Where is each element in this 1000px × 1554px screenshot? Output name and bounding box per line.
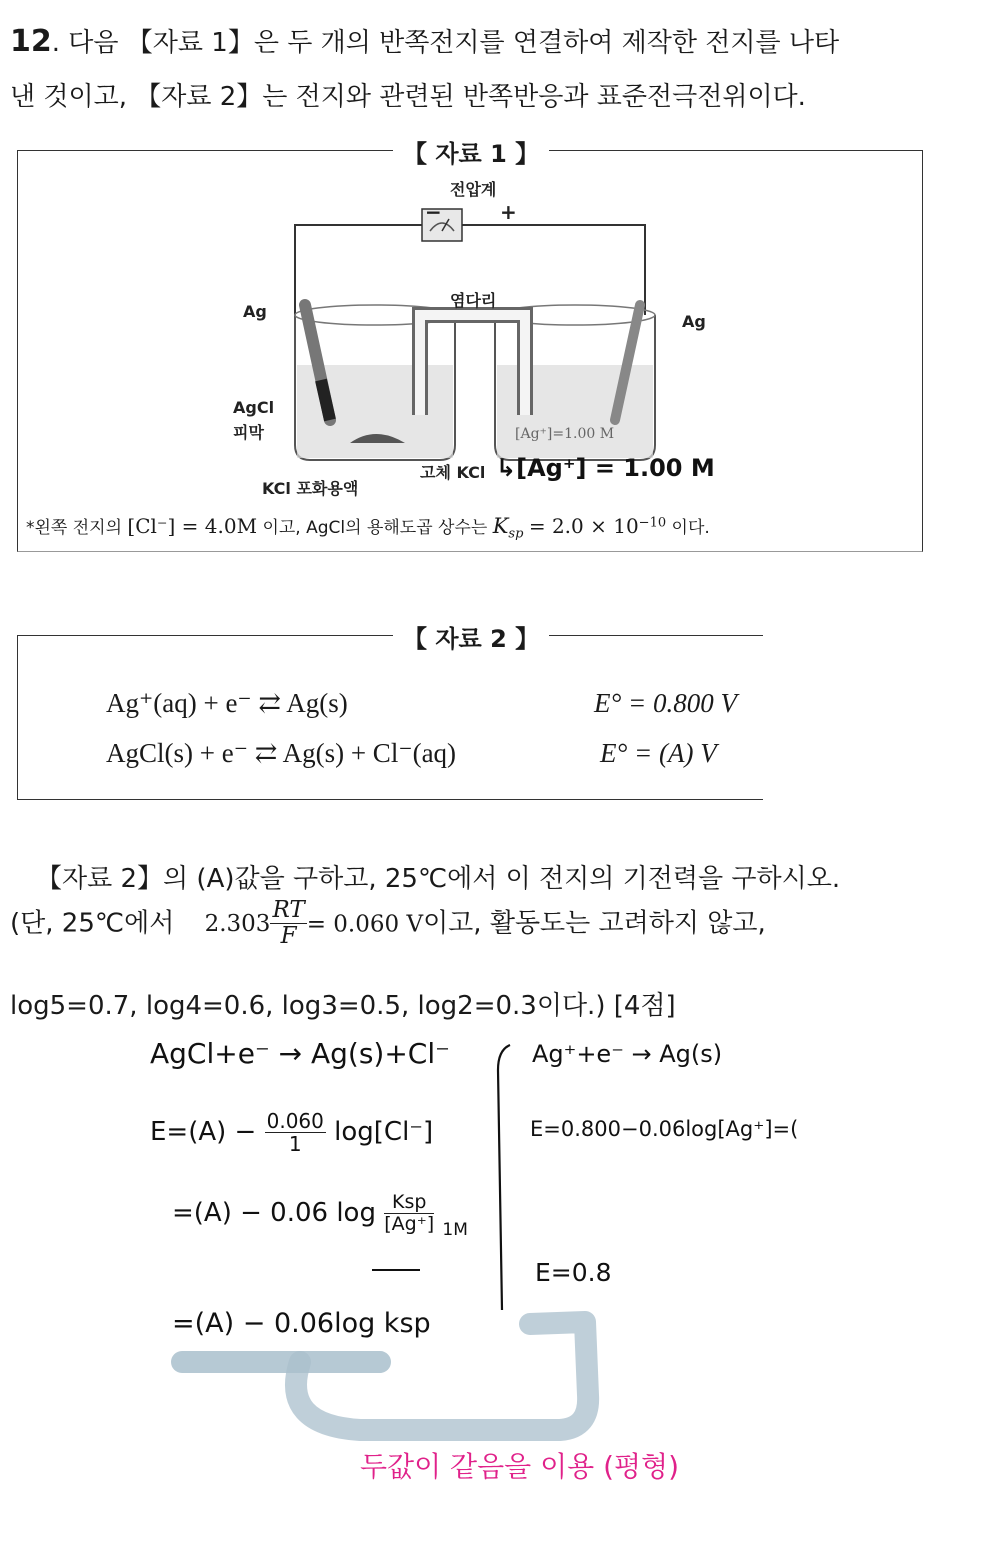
question-intro-2: 낸 것이고, 【자료 2】는 전지와 관련된 반쪽반응과 표준전극전위이다. bbox=[10, 82, 806, 112]
note-pre: *왼쪽 전지의 bbox=[26, 518, 123, 538]
minus-sign: − bbox=[425, 200, 442, 224]
right-electrode-label: Ag bbox=[682, 312, 706, 331]
hw-right-line-2: E=0.800−0.06log[Ag⁺]=( bbox=[530, 1117, 799, 1141]
hw-left-line-1: AgCl+e⁻ → Ag(s)+Cl⁻ bbox=[150, 1037, 450, 1070]
note-ksp-exp: −10 bbox=[638, 515, 667, 531]
hw-left-line-2 bbox=[150, 1110, 433, 1155]
hw-left-line-3 bbox=[172, 1192, 468, 1240]
hw-frac3-den: [Ag⁺] bbox=[384, 1212, 435, 1235]
question-number: 12 bbox=[10, 24, 52, 59]
material2-title: 【 자료 2 】 bbox=[393, 619, 549, 654]
ask-line-1: 【자료 2】의 (A)값을 구하고, 25℃에서 이 전지의 기전력을 구하시오. bbox=[36, 864, 841, 894]
ask-line-2 bbox=[10, 898, 766, 950]
hw-left-line3-note: 1M bbox=[442, 1219, 468, 1240]
reaction-2: AgCl(s) + e⁻ ⇄ Ag(s) + Cl⁻(aq) bbox=[106, 738, 457, 768]
note-ksp-sub: sp bbox=[508, 526, 524, 542]
salt-bridge-label: 염다리 bbox=[450, 291, 497, 310]
hw-connector-highlight bbox=[160, 1300, 640, 1460]
potential-1: E° = 0.800 V bbox=[594, 688, 738, 718]
hw-frac-num: 0.060 bbox=[266, 1109, 324, 1133]
note-ksp: K bbox=[492, 514, 509, 538]
plus-sign: + bbox=[500, 200, 517, 224]
ask-fraction bbox=[270, 898, 306, 950]
hw-left-line-4: =(A) − 0.06log ksp bbox=[172, 1308, 431, 1339]
kcl-solution-label: KCl 포화용액 bbox=[262, 479, 359, 498]
ask-frac-num: RT bbox=[272, 897, 305, 923]
left-electrode-label: Ag bbox=[243, 302, 267, 321]
ask-line-3: log5=0.7, log4=0.6, log3=0.5, log2=0.3이다.) [4점] bbox=[10, 991, 676, 1021]
question-line-1 bbox=[10, 22, 839, 59]
hw-left-line2-pre: E=(A) − bbox=[150, 1117, 257, 1147]
hw-bracket bbox=[490, 1040, 520, 1320]
solid-kcl-label: 고체 KCl bbox=[420, 463, 486, 482]
voltmeter-label: 전압계 bbox=[450, 180, 497, 199]
hw-left-line3-pre: =(A) − 0.06 log bbox=[172, 1197, 376, 1228]
hw-frac-den: 1 bbox=[288, 1132, 302, 1156]
note-ksp-val: = 2.0 × 10 bbox=[528, 514, 639, 538]
note-post: 이다. bbox=[671, 518, 710, 538]
ask-line2-post: 이고, 활동도는 고려하지 않고, bbox=[423, 908, 766, 939]
hw-underline bbox=[372, 1269, 420, 1271]
hw-left-line2-post: log[Cl⁻] bbox=[334, 1117, 434, 1147]
hw-right-line-3: E=0.8 bbox=[535, 1258, 612, 1287]
hw-left-line2-frac bbox=[265, 1110, 326, 1155]
ag-concentration-printed: [Ag⁺]=1.00 M bbox=[515, 426, 615, 442]
material1-title: 【 자료 1 】 bbox=[393, 134, 549, 169]
hw-right-line-1: Ag⁺+e⁻ → Ag(s) bbox=[532, 1040, 723, 1068]
ask-line2-pre: (단, 25℃에서 bbox=[10, 908, 175, 939]
hw-frac3-num: Ksp bbox=[384, 1192, 434, 1214]
question-intro-1: . 다음 【자료 1】은 두 개의 반쪽전지를 연결하여 제작한 전지를 나타 bbox=[51, 28, 840, 58]
hw-left-line3-frac bbox=[384, 1192, 434, 1235]
reaction-1: Ag⁺(aq) + e⁻ ⇄ Ag(s) bbox=[106, 688, 348, 718]
note-mid: 이고, AgCl의 용해도곱 상수는 bbox=[262, 518, 488, 538]
material1-note bbox=[26, 513, 710, 541]
potential-2: E° = (A) V bbox=[600, 738, 717, 768]
note-cl: [Cl⁻] = 4.0M bbox=[127, 514, 258, 538]
agcl-label: AgCl bbox=[233, 398, 275, 417]
ask-frac-den: F bbox=[280, 923, 297, 950]
wire-left bbox=[295, 225, 422, 315]
agcl-film-label: 피막 bbox=[233, 423, 264, 442]
ag-concentration-handwritten: ↳[Ag⁺] = 1.00 M bbox=[496, 454, 715, 482]
ask-value: = 0.060 V bbox=[306, 911, 424, 938]
hw-pink-note: 두값이 같음을 이용 (평형) bbox=[360, 1450, 680, 1483]
ask-coef: 2.303 bbox=[204, 911, 271, 938]
